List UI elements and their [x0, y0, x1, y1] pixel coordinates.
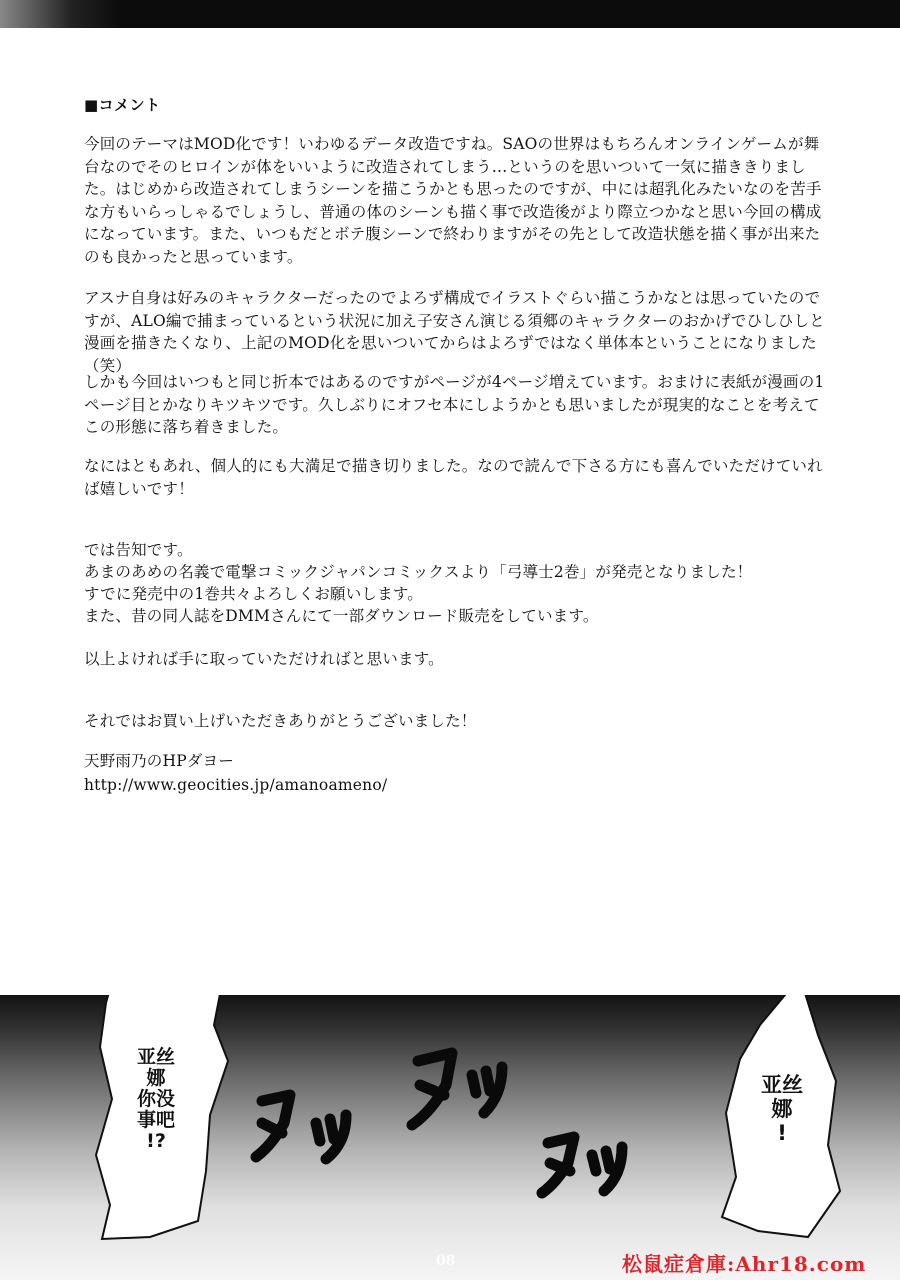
comment-paragraph-1: 今回のテーマはMOD化です！いわゆるデータ改造ですね。SAOの世界はもちろんオンラインゲームが舞台なのでそのヒロインが体をいいように改造されてしまう…というのを思いついて一気に描ききりました。はじめから改造されてしまうシーンを描こうかとも思ったのですが、中には超乳化みたいなのを苦手な方もいらっしゃるでしょうし、普通の体のシーンも描く事で改造後がより際立つかなと思い今回の構成になっています。また、いつもだとボテ腹シーンで終わりますがその先として改造状態を描く事が出来たのも良かったと思っています。 [84, 135, 822, 266]
notice-line-1: では告知です。 [84, 541, 193, 559]
notice-line-3: すでに発売中の1巻共々よろしくお願いします。 [84, 585, 423, 603]
page-number: 08 [436, 1253, 456, 1269]
sfx-tat-2 [412, 1053, 502, 1125]
comment-heading: ■コメント [84, 96, 161, 114]
homepage-url[interactable]: http://www.geocities.jp/amanoameno/ [84, 776, 388, 794]
watermark-text: 松鼠症倉庫:Ahr18.com [622, 1252, 867, 1276]
sfx-tat-3 [542, 1137, 622, 1193]
sfx-tat-1 [256, 1095, 346, 1159]
comment-paragraph-2: アスナ自身は好みのキャラクターだったのでよろず構成でイラストぐらい描こうかなとは思っていたのですが、ALO編で捕まっているという状況に加え子安さん演じる須郷のキャラクターのおかげでひしひしと漫画を描きたくなり、上記のMOD化を思いついてからはよろずではなく単体本ということになりました（笑） [84, 289, 825, 375]
top-border-bar [0, 0, 900, 28]
manga-panel [0, 995, 900, 1280]
top-border-fade [0, 0, 120, 28]
closing-line-2: それではお買い上げいただきありがとうございました！ [84, 712, 477, 730]
comment-paragraph-4: なにはともあれ、個人的にも大満足で描き切りました。なので読んで下さる方にも喜んでいただけていれば嬉しいです！ [84, 457, 823, 498]
notice-line-2: あまのあめの名義で電撃コミックジャパンコミックスより「弓導士2巻」が発売となりました！ [84, 563, 753, 581]
comment-paragraph-3: しかも今回はいつもと同じ折本ではあるのですがページが4ページ増えています。おまけに表紙が漫画の1ページ目とかなりキツキツです。久しぶりにオフセ本にしようかとも思いましたが現実的なことを考えてこの形態に落ち着きました。 [84, 373, 825, 436]
closing-line-1: 以上よければ手に取っていただければと思います。 [84, 650, 444, 668]
right-bubble-text: 亚丝 娜 ! [761, 1073, 803, 1145]
homepage-label: 天野雨乃のHPダヨー [84, 752, 234, 770]
left-bubble-text: 亚丝 娜 你没 事吧 !? [136, 1046, 175, 1152]
notice-line-4: また、昔の同人誌をDMMさんにて一部ダウンロード販売をしています。 [84, 607, 599, 625]
